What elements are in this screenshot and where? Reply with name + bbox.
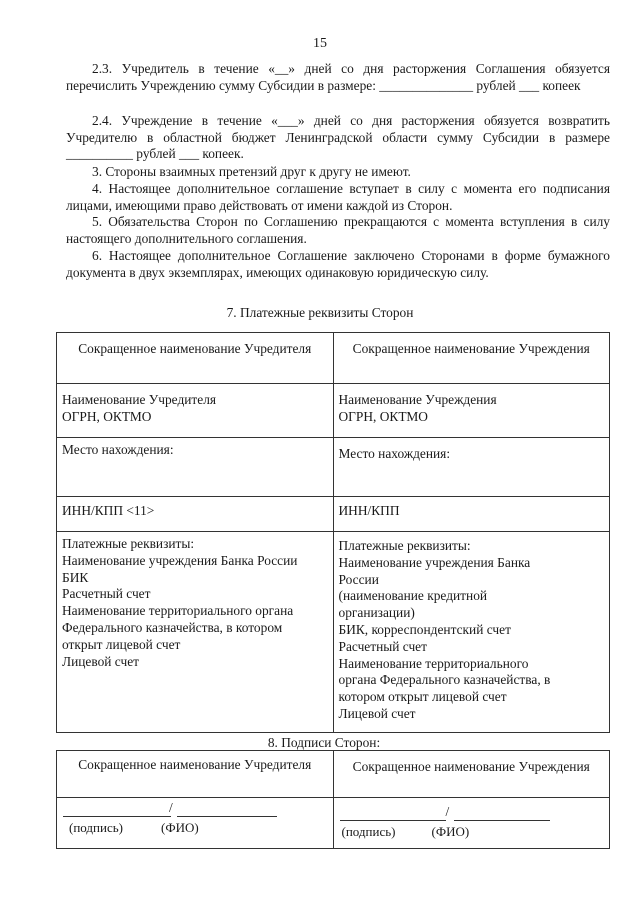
institution-ogrn-label: ОГРН, ОКТМО bbox=[338, 408, 428, 424]
institution-signature-cell bbox=[333, 798, 610, 849]
institution-name-line bbox=[454, 820, 550, 821]
founder-signature-line bbox=[63, 816, 171, 817]
founder-signature-cell bbox=[57, 798, 334, 849]
founder-payment-line: Платежные реквизиты: bbox=[62, 536, 195, 551]
table-row bbox=[57, 798, 610, 849]
founder-signature-header: Сокращенное наименование Учредителя bbox=[57, 751, 334, 798]
founder-inn-cell: ИНН/КПП <11> bbox=[57, 497, 334, 532]
table-row bbox=[57, 497, 610, 532]
founder-location-cell: Место нахождения: bbox=[57, 438, 334, 497]
institution-payment-line: Расчетный счет bbox=[338, 638, 427, 654]
institution-payment-line: Наименование территориального bbox=[338, 655, 529, 671]
institution-name-caption: (ФИО) bbox=[431, 824, 470, 839]
institution-name-label: Наименование Учреждения bbox=[338, 392, 497, 407]
table-row bbox=[57, 384, 610, 438]
section-7-title: 7. Платежные реквизиты Сторон bbox=[226, 305, 414, 320]
institution-payment-line: Платежные реквизиты: bbox=[338, 538, 471, 553]
founder-name-label: Наименование Учредителя bbox=[62, 392, 217, 407]
institution-payment-line: (наименование кредитной bbox=[338, 588, 488, 604]
institution-payment-line: БИК, корреспондентский счет bbox=[338, 621, 511, 637]
founder-payment-cell bbox=[57, 532, 334, 733]
institution-payment-line: Наименование учреждения Банка bbox=[338, 554, 531, 570]
founder-payment-line: открыт лицевой счет bbox=[62, 636, 181, 652]
institution-payment-line: котором открыт лицевой счет bbox=[338, 689, 507, 705]
table-row bbox=[57, 333, 610, 384]
founder-name-cell bbox=[57, 384, 334, 438]
founder-payment-line: Наименование территориального органа bbox=[62, 603, 294, 619]
payment-requisites-table bbox=[56, 332, 610, 733]
paragraph-6: 6. Настоящее дополнительное Соглашение заключено Сторонами в форме бумажного документа в двух экземплярах, имеющих одинаковую юридическую силу. bbox=[66, 248, 610, 280]
section-8-title: 8. Подписи Сторон: bbox=[267, 735, 381, 750]
institution-header-cell: Сокращенное наименование Учреждения bbox=[333, 333, 610, 384]
founder-name-caption: (ФИО) bbox=[161, 820, 199, 835]
institution-signature-slash: / bbox=[445, 804, 450, 819]
founder-payment-line: БИК bbox=[62, 569, 89, 585]
paragraph-2-3: 2.3. Учредитель в течение «__» дней со дня расторжения Соглашения обязуется перечислить Учреждению сумму Субсидии в размере: ______________ рублей ___ копеек bbox=[66, 61, 610, 93]
institution-signature-line bbox=[340, 820, 446, 821]
institution-payment-line: организации) bbox=[338, 605, 415, 621]
founder-signature-slash: / bbox=[169, 800, 173, 815]
founder-payment-line: Федерального казначейства, в котором bbox=[62, 619, 283, 635]
paragraph-4: 4. Настоящее дополнительное соглашение вступает в силу с момента его подписания лицами, имеющими право действовать от имени каждой из Сторон. bbox=[66, 181, 610, 213]
institution-signature-caption: (подпись) bbox=[341, 824, 396, 839]
paragraph-5: 5. Обязательства Сторон по Соглашению прекращаются с момента вступления в силу настоящего дополнительного соглашения. bbox=[66, 214, 610, 246]
institution-location-cell: Место нахождения: bbox=[333, 438, 610, 497]
paragraph-3: 3. Стороны взаимных претензий друг к другу не имеют. bbox=[92, 164, 411, 179]
paragraph-2-4: 2.4. Учреждение в течение «___» дней со дня расторжения обязуется возвратить Учредителю в областной бюджет Ленинградской области сумму Субсидии в размере __________ рублей ___ копеек. bbox=[66, 113, 610, 162]
institution-inn-cell: ИНН/КПП bbox=[333, 497, 610, 532]
founder-ogrn-label: ОГРН, ОКТМО bbox=[62, 408, 152, 424]
founder-payment-line: Лицевой счет bbox=[62, 653, 140, 669]
founder-payment-line: Наименование учреждения Банка России bbox=[62, 552, 298, 568]
founder-name-line bbox=[177, 816, 277, 817]
institution-payment-line: Лицевой счет bbox=[338, 705, 416, 721]
table-row bbox=[57, 532, 610, 733]
institution-signature-header: Сокращенное наименование Учреждения bbox=[333, 751, 610, 798]
founder-payment-line: Расчетный счет bbox=[62, 586, 151, 602]
institution-payment-cell bbox=[333, 532, 610, 733]
institution-name-cell bbox=[333, 384, 610, 438]
signatures-table bbox=[56, 750, 610, 849]
institution-payment-line: органа Федерального казначейства, в bbox=[338, 672, 551, 688]
table-row bbox=[57, 751, 610, 798]
table-row bbox=[57, 438, 610, 497]
institution-payment-line: России bbox=[338, 571, 379, 587]
page-number: 15 bbox=[313, 36, 327, 51]
founder-signature-caption: (подпись) bbox=[69, 820, 123, 835]
founder-header-cell: Сокращенное наименование Учредителя bbox=[57, 333, 334, 384]
